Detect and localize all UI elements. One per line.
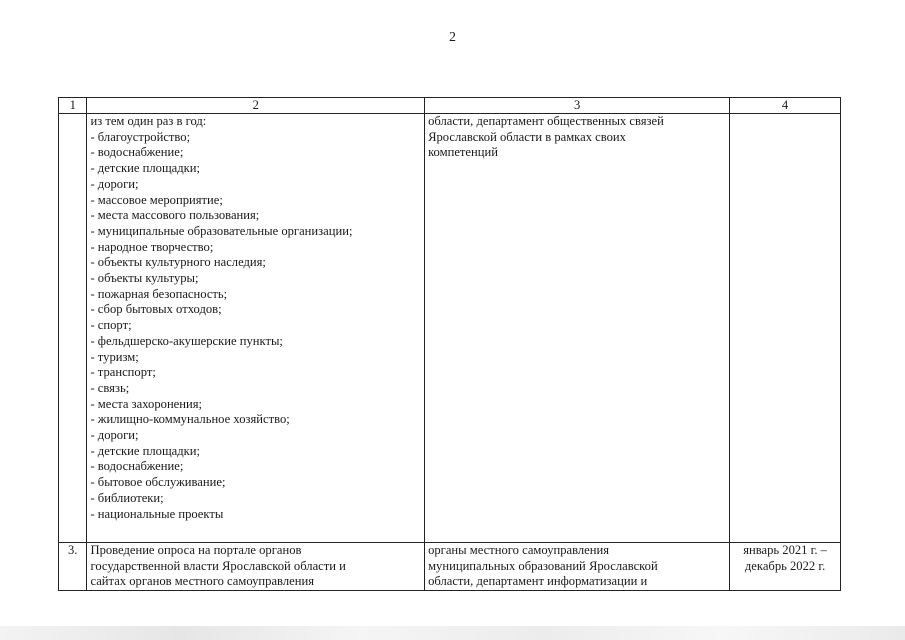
topic-line: - национальные проекты bbox=[90, 506, 224, 521]
header-col-4: 4 bbox=[730, 98, 841, 114]
responsible-line: органы местного самоуправления bbox=[428, 543, 610, 557]
topic-line: - сбор бытовых отходов; bbox=[90, 302, 222, 317]
header-col-2: 2 bbox=[87, 98, 425, 114]
topic-line: - объекты культурного наследия; bbox=[90, 255, 266, 270]
responsible-line: компетенций bbox=[428, 145, 498, 160]
activity-line: сайтах органов местного самоуправления bbox=[90, 574, 314, 589]
activity-cell bbox=[87, 543, 425, 591]
topic-line: - транспорт; bbox=[90, 365, 156, 380]
responsible-line: области, департамент общественных связей bbox=[428, 114, 664, 128]
deadline-line: декабрь 2022 г. bbox=[744, 558, 826, 573]
deadline-line: январь 2021 г. – bbox=[743, 543, 827, 557]
table-row bbox=[59, 114, 841, 543]
table-header-row bbox=[59, 98, 841, 114]
scan-edge-noise bbox=[0, 626, 905, 640]
plan-table bbox=[58, 97, 841, 591]
topics-cell bbox=[87, 114, 425, 543]
topic-line: - фельдшерско-акушерские пункты; bbox=[90, 333, 283, 348]
row-number-cell: 3. bbox=[59, 543, 87, 591]
responsible-cell bbox=[425, 114, 730, 543]
topic-line: - благоустройство; bbox=[90, 129, 191, 144]
deadline-cell bbox=[730, 543, 841, 591]
topic-line: - объекты культуры; bbox=[90, 271, 199, 286]
activity-line: государственной власти Ярославской области и bbox=[90, 558, 346, 573]
topic-line: - туризм; bbox=[90, 349, 139, 364]
responsible-line: Ярославской области в рамках своих bbox=[428, 129, 626, 144]
topic-line: - связь; bbox=[90, 380, 130, 395]
topic-line: - массовое мероприятие; bbox=[90, 192, 223, 207]
responsible-line: области, департамент информатизации и bbox=[428, 574, 648, 589]
topic-line: - дороги; bbox=[90, 176, 139, 191]
responsible-line: муниципальных образований Ярославской bbox=[428, 558, 658, 573]
topic-line: - муниципальные образовательные организации; bbox=[90, 223, 353, 238]
topic-line: - детские площадки; bbox=[90, 161, 201, 176]
topic-line: - дороги; bbox=[90, 428, 139, 443]
header-col-3: 3 bbox=[425, 98, 730, 114]
topic-line: - детские площадки; bbox=[90, 443, 201, 458]
topic-line: - жилищно-коммунальное хозяйство; bbox=[90, 412, 290, 427]
topic-line: - народное творчество; bbox=[90, 239, 214, 254]
topic-line: - бытовое обслуживание; bbox=[90, 475, 226, 490]
activity-line: Проведение опроса на портале органов bbox=[90, 543, 302, 557]
row-number-cell bbox=[59, 114, 87, 543]
topic-line: - водоснабжение; bbox=[90, 145, 184, 160]
topic-line: - спорт; bbox=[90, 318, 132, 333]
topic-line: - места захоронения; bbox=[90, 396, 203, 411]
deadline-cell bbox=[730, 114, 841, 543]
topic-line: - библиотеки; bbox=[90, 490, 164, 505]
responsible-cell bbox=[425, 543, 730, 591]
topic-line: - водоснабжение; bbox=[90, 459, 184, 474]
topic-line: - пожарная безопасность; bbox=[90, 286, 228, 301]
table-row bbox=[59, 543, 841, 591]
header-col-1: 1 bbox=[59, 98, 87, 114]
topic-line: - места массового пользования; bbox=[90, 208, 260, 223]
topic-line: из тем один раз в год: bbox=[90, 114, 207, 128]
page-number: 2 bbox=[449, 30, 456, 45]
